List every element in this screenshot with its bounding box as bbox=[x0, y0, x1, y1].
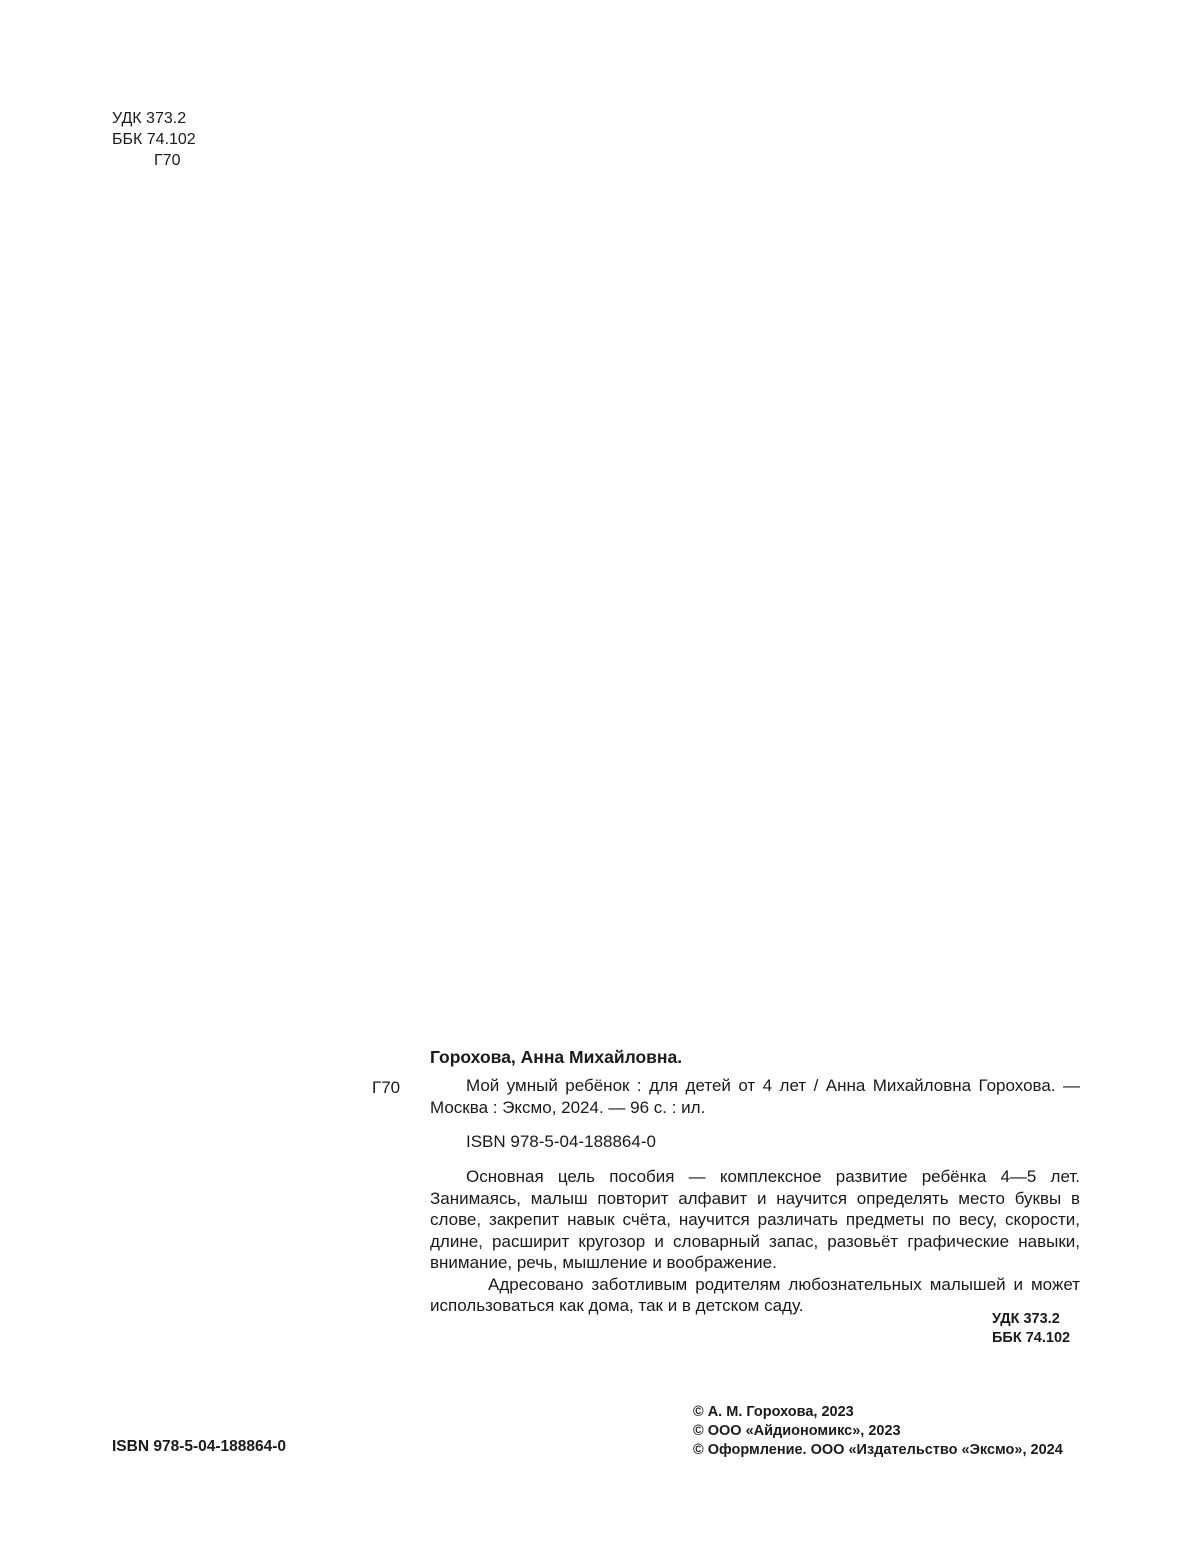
classification-codes bbox=[992, 1310, 1070, 1348]
copyright-line: © ООО «Айдиономикс», 2023 bbox=[693, 1423, 901, 1439]
copyright-line: © А. М. Горохова, 2023 bbox=[693, 1404, 854, 1420]
bbk-code: ББК 74.102 bbox=[992, 1330, 1071, 1346]
author-heading: Горохова, Анна Михайловна. bbox=[430, 1047, 683, 1067]
catalog-author-sign: Г70 bbox=[372, 1078, 401, 1097]
copyright-notices bbox=[693, 1403, 1063, 1460]
copyright-line: © Оформление. ООО «Издательство «Эксмо», 2024 bbox=[693, 1442, 1063, 1458]
udk-code: УДК 373.2 bbox=[112, 110, 187, 127]
bibliographic-record bbox=[430, 1075, 1080, 1118]
annotation-paragraph: Адресовано заботливым родителям любознательных малышей и может использоваться как дома, так и в детском саду. bbox=[430, 1274, 1080, 1315]
top-classification-codes bbox=[112, 108, 196, 171]
annotation-paragraph: Основная цель пособия — комплексное развитие ребёнка 4—5 лет. Занимаясь, малыш повторит алфавит и научится определять место буквы в слове, закрепит навык счёта, научится различать предметы по весу, скорости, длине, расширит кругозор и словарный запас, разовьёт графические навыки, внимание, речь, мышление и воображение. bbox=[430, 1167, 1080, 1272]
author-sign-code: Г70 bbox=[154, 152, 181, 169]
bbk-code: ББК 74.102 bbox=[112, 131, 196, 148]
bibliographic-record-text: Мой умный ребёнок : для детей от 4 лет / Анна Михайловна Горохова. — Москва : Эксмо, 2024. — 96 с. : ил. bbox=[430, 1076, 1080, 1117]
catalog-isbn: ISBN 978-5-04-188864-0 bbox=[466, 1132, 656, 1151]
udk-code: УДК 373.2 bbox=[992, 1311, 1060, 1327]
isbn-footer: ISBN 978-5-04-188864-0 bbox=[112, 1438, 287, 1455]
annotation bbox=[430, 1166, 1080, 1317]
